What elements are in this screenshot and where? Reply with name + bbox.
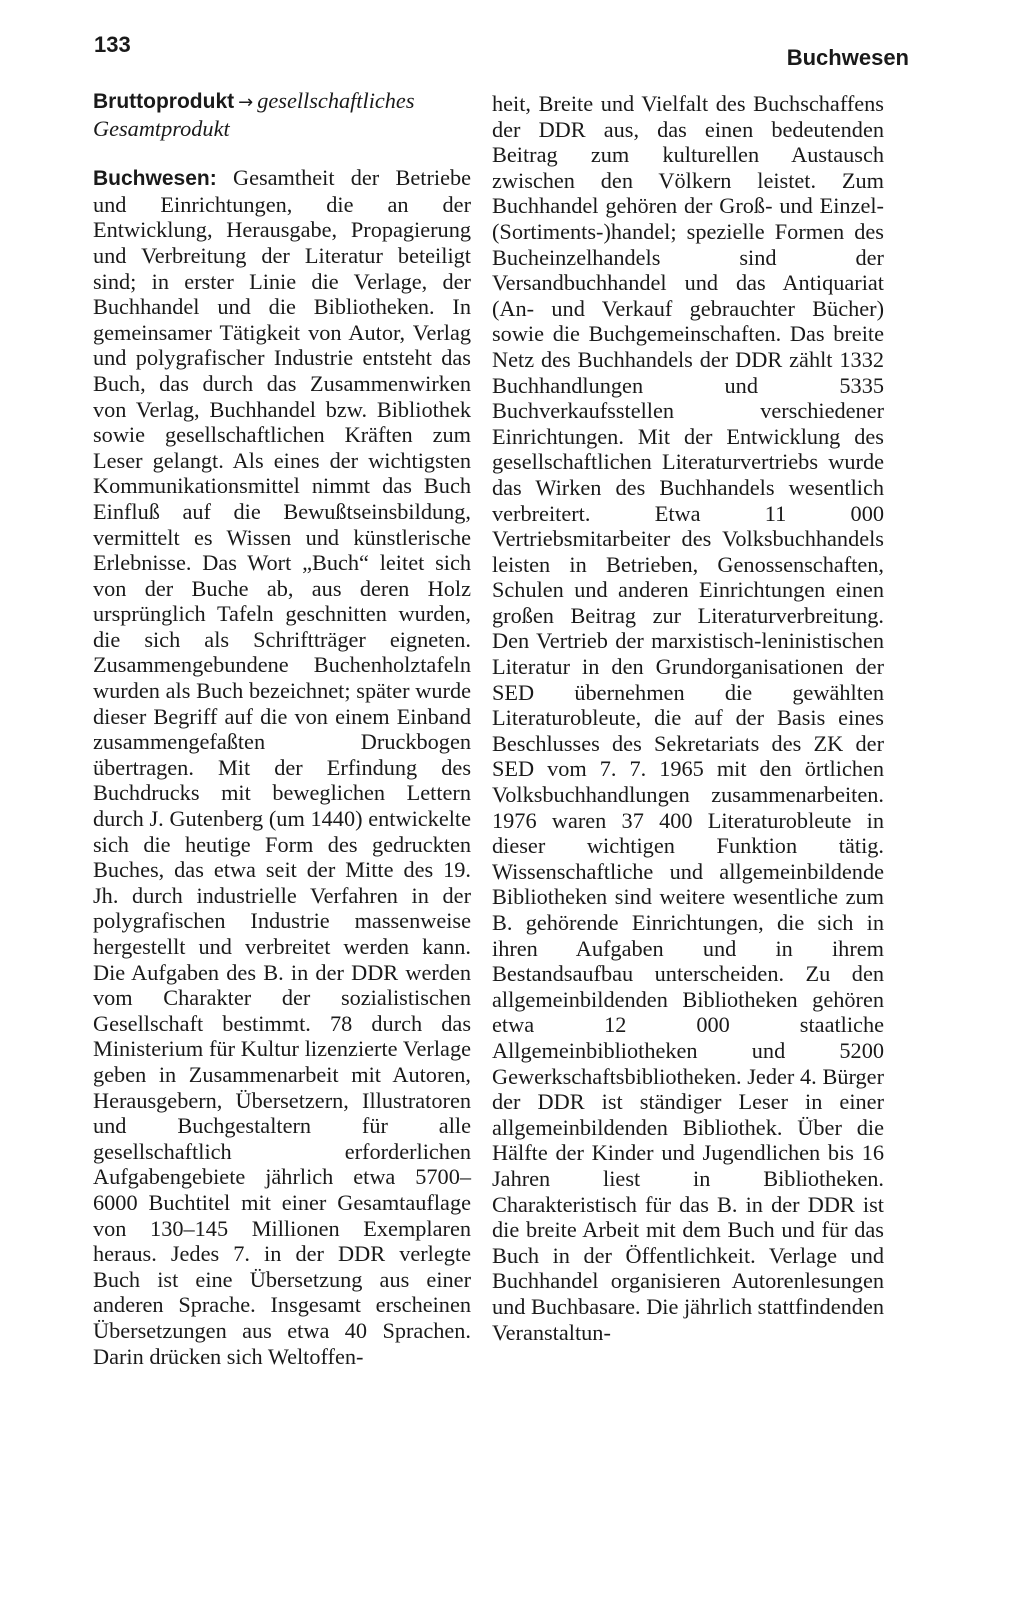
- entry-bruttoprodukt: [93, 88, 471, 141]
- entry-headword: Bruttoprodukt: [93, 90, 235, 113]
- page-number: 133: [94, 32, 131, 57]
- cross-reference-text: gesellschaftliches Gesamtprodukt: [93, 88, 415, 141]
- entry-body-text: Gesamtheit der Betriebe und Einrichtungen, die an der Entwicklung, Herausgabe, Propagierung und Verbreitung der Literatur beteiligt sind; in erster Linie die Verlage, der Buchhandel und die Bibliotheken. In gemeinsamer Tätigkeit von Autor, Verlag und polygrafischer Industrie entsteht das Buch, das durch das Zusammenwirken von Verlag, Buchhandel bzw. Bibliothek sowie gesellschaftlichen Kräften zum Leser gelangt. Als eines der wichtigsten Kommunikationsmittel nimmt das Buch Einfluß auf die Bewußtseinsbildung, vermittelt es Wissen und künstlerische Erlebnisse. Das Wort „Buch“ leitet sich von der Buche ab, aus deren Holz ursprünglich Tafeln geschnitten wurden, die sich als Schriftträger eigneten. Zusammengebundene Buchenholztafeln wurden als Buch bezeichnet; später wurde dieser Begriff auf die von einem Einband zusammengefaßten Druckbogen übertragen. Mit der Erfindung des Buchdrucks mit beweglichen Lettern durch J. Gutenberg (um 1440) entwickelte sich die heutige Form des gedruckten Buches, das etwa seit der Mitte des 19. Jh. durch industrielle Verfahren in der polygrafischen Industrie massenweise hergestellt und verbreitet werden kann. Die Aufgaben des B. in der DDR werden vom Charakter der sozialistischen Gesellschaft bestimmt. 78 durch das Ministerium für Kultur lizenzierte Verlage geben in Zusammenarbeit mit Autoren, Herausgebern, Übersetzern, Illustratoren und Buchgestaltern für alle gesellschaftlich erforderlichen Aufgabengebiete jährlich etwa 5700–6000 Buchtitel mit einer Gesamtauflage von 130–145 Millionen Exemplaren heraus. Jedes 7. in der DDR verlegte Buch ist eine Übersetzung aus einer anderen Sprache. Insgesamt erscheinen Übersetzungen aus etwa 40 Sprachen. Darin drücken sich Weltoffen-: [93, 165, 472, 1369]
- right-column: [492, 91, 884, 1345]
- cross-reference-arrow-icon: →: [238, 92, 254, 113]
- entry-buchwesen-continued: [492, 91, 884, 1345]
- left-column: [93, 88, 471, 1369]
- entry-body-text-continued: heit, Breite und Vielfalt des Buchschaffens der DDR aus, das einen bedeutenden Beitrag zum kulturellen Austausch zwischen den Völkern leistet. Zum Buchhandel gehören der Groß- und Einzel-(Sortiments-)handel; spezielle Formen des Bucheinzelhandels sind der Versandbuchhandel und das Antiquariat (An- und Verkauf gebrauchter Bücher) sowie die Buchgemeinschaften. Das breite Netz des Buchhandels der DDR zählt 1332 Buchhandlungen und 5335 Buchverkaufsstellen verschiedener Einrichtungen. Mit der Entwicklung des gesellschaftlichen Literaturvertriebs wurde das Wirken des Buchhandels wesentlich verbreitert. Etwa 11 000 Vertriebsmitarbeiter des Volksbuchhandels leisten in Betrieben, Genossenschaften, Schulen und anderen Einrichtungen einen großen Beitrag zur Literaturverbreitung. Den Vertrieb der marxistisch-leninistischen Literatur in den Grundorganisationen der SED übernehmen die gewählten Literaturobleute, die auf der Basis eines Beschlusses des Sekretariats des ZK der SED vom 7. 7. 1965 mit den örtlichen Volksbuchhandlungen zusammenarbeiten. 1976 waren 37 400 Literaturobleute in dieser wichtigen Funktion tätig. Wissenschaftliche und allgemeinbildende Bibliotheken sind weitere wesentliche zum B. gehörende Einrichtungen, die sich in ihren Aufgaben und in ihrem Bestandsaufbau unterscheiden. Zu den allgemeinbildenden Bibliotheken gehören etwa 12 000 staatliche Allgemeinbibliotheken und 5200 Gewerkschaftsbibliotheken. Jeder 4. Bürger der DDR ist ständiger Leser in einer allgemeinbildenden Bibliothek. Über die Hälfte der Kinder und Jugendlichen bis 16 Jahren liest in Bibliotheken. Charakteristisch für das B. in der DDR ist die breite Arbeit mit dem Buch und für das Buch in der Öffentlichkeit. Verlage und Buchhandel organisieren Autorenlesungen und Buchbasare. Die jährlich stattfindenden Veranstaltun-: [492, 91, 884, 1345]
- entry-headword: Buchwesen:: [93, 167, 217, 191]
- entry-buchwesen: [93, 165, 471, 1369]
- running-head: Buchwesen: [786, 45, 909, 70]
